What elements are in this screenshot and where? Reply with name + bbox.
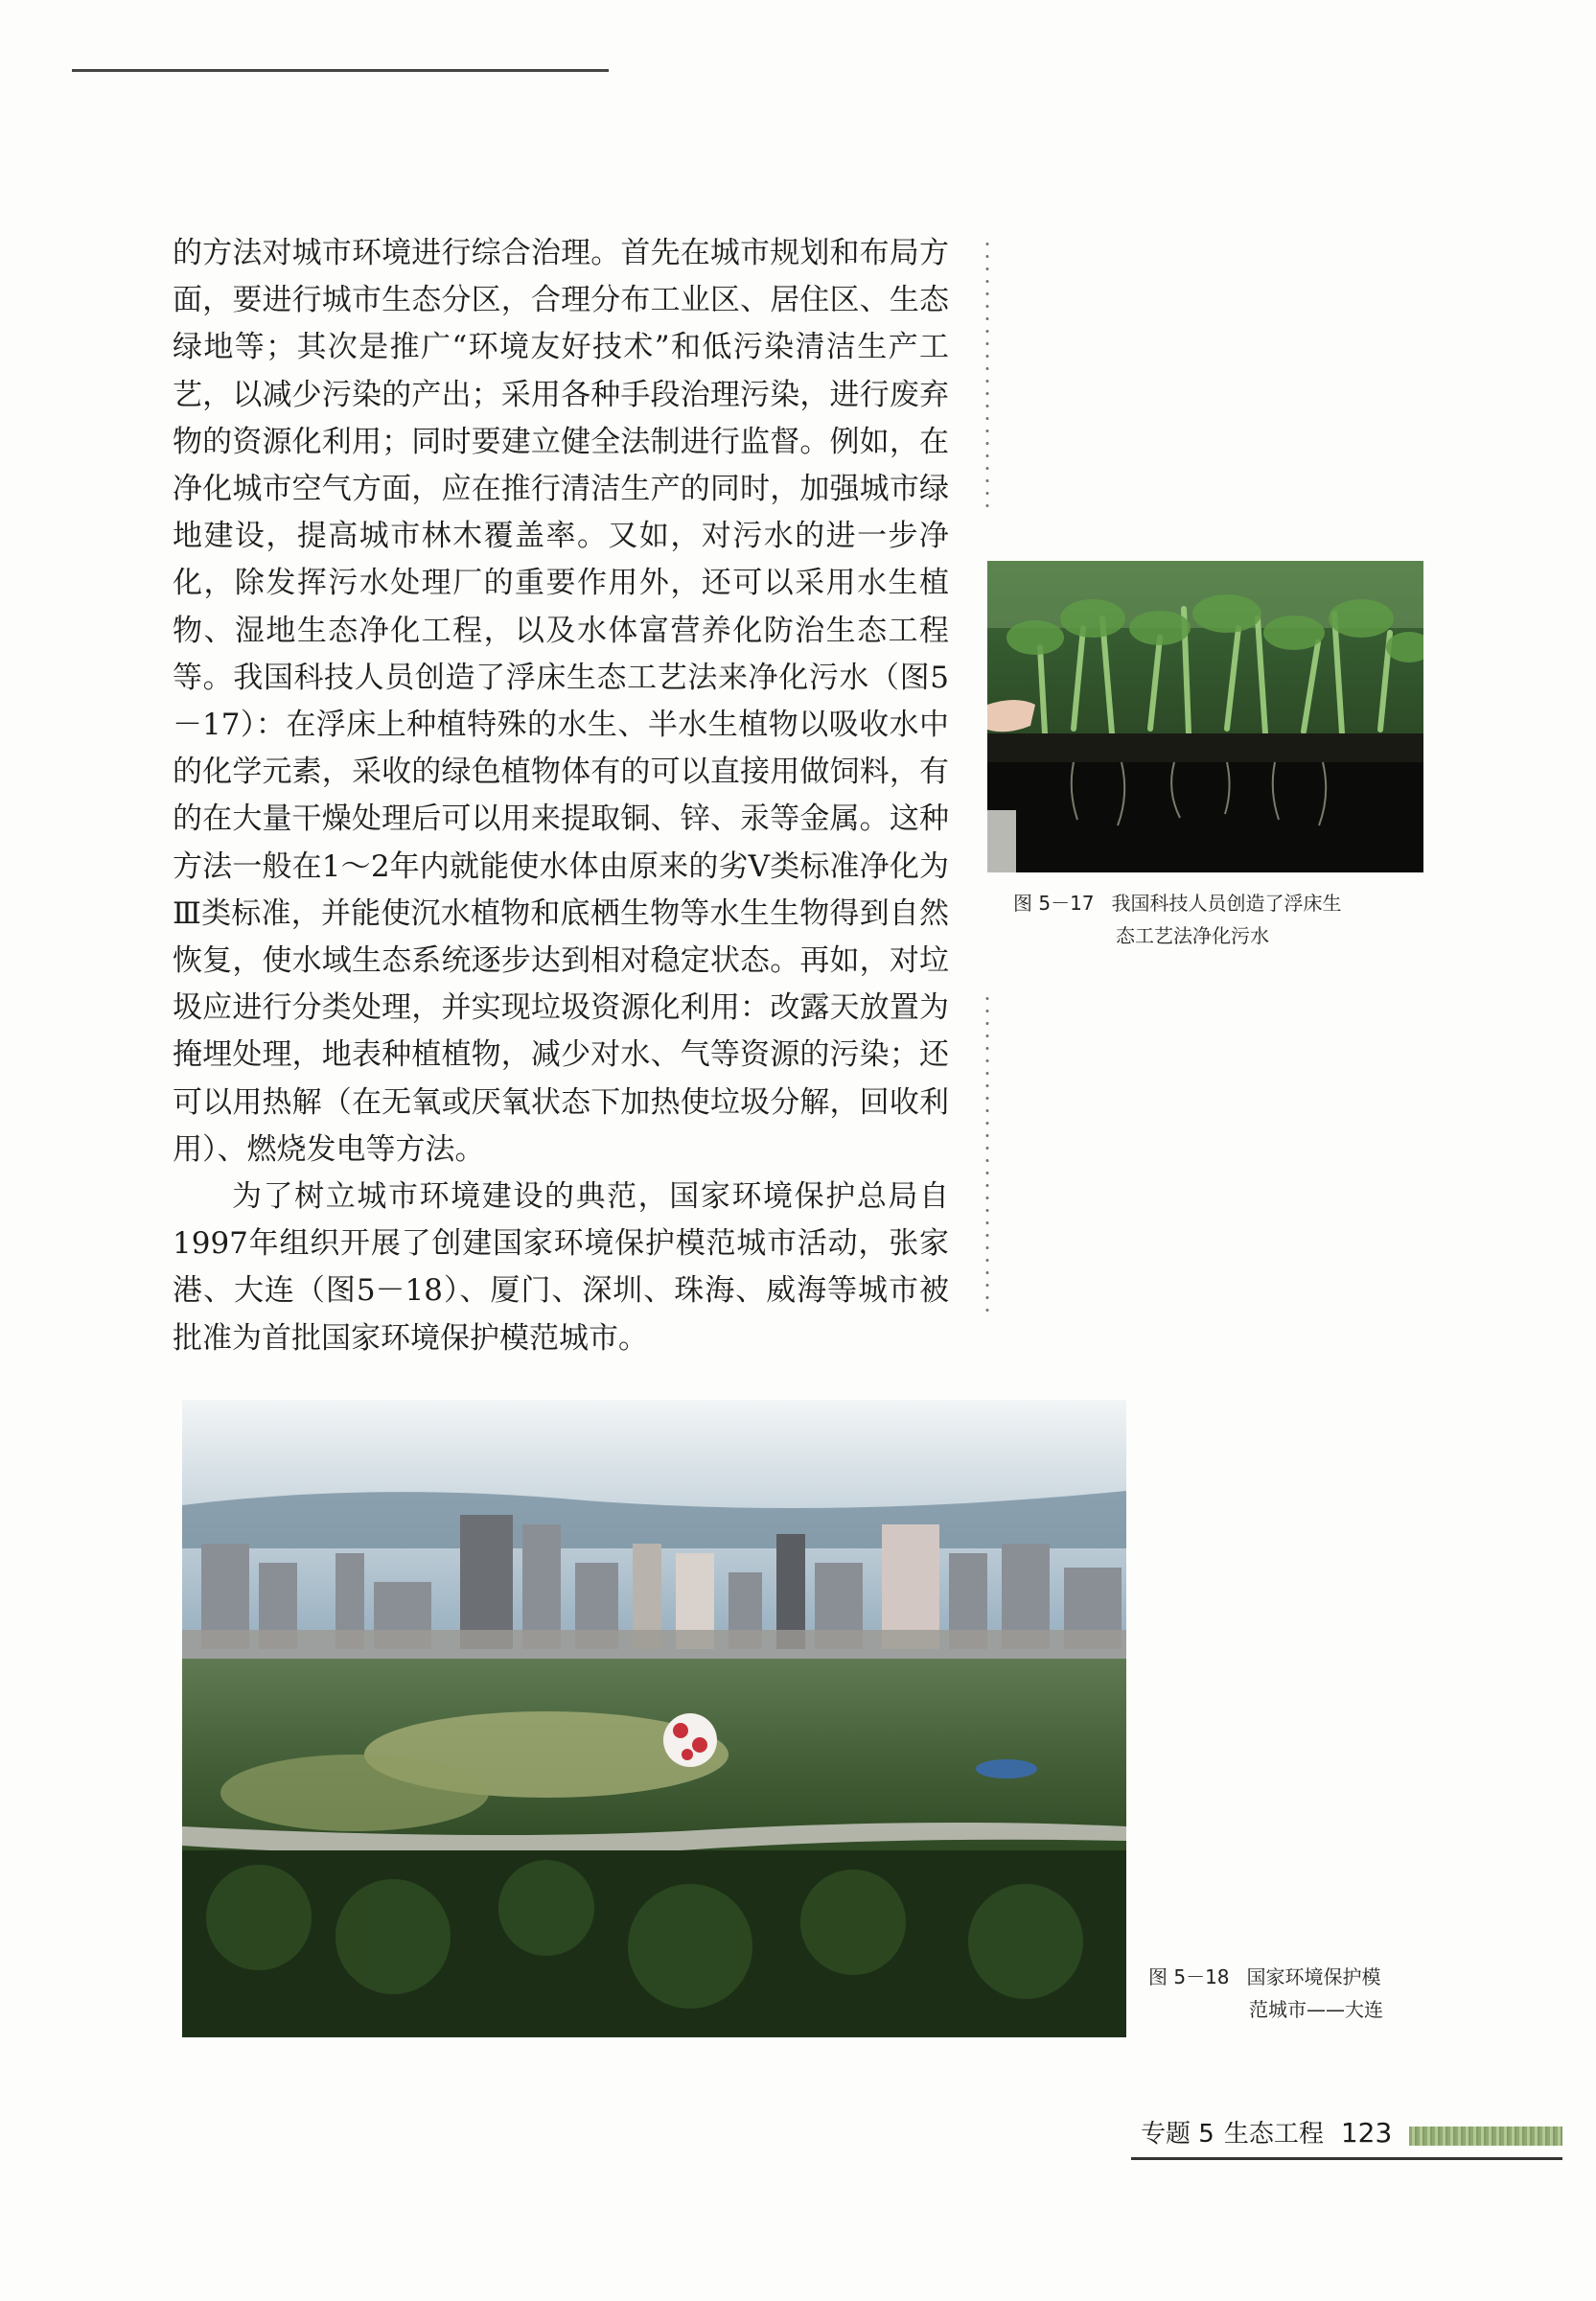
footer-decoration-bar (1409, 2127, 1562, 2146)
footer-rule (1131, 2157, 1562, 2160)
running-footer (1141, 2114, 1401, 2150)
figure-5-17-photo (987, 561, 1423, 872)
margin-dots-lower (985, 992, 989, 1313)
margin-dots-upper (985, 238, 989, 516)
figure-5-18-label: 图 5－18 (1148, 1965, 1230, 1988)
figure-5-18-caption (1148, 1961, 1436, 2026)
figure-5-17-label: 图 5－17 (1013, 892, 1095, 915)
page-number: 123 (1340, 2117, 1393, 2149)
footer-section: 专题 5 (1141, 2120, 1214, 2149)
paragraph-1: 的方法对城市环境进行综合治理。首先在城市规划和布局方面，要进行城市生态分区，合理分布工业区、居住区、生态绿地等；其次是推广“环境友好技术”和低污染清洁生产工艺，以减少污染的产出；采用各种手段治理污染，进行废弃物的资源化利用；同时要建立健全法制进行监督。例如，在净化城市空气方面，应在推行清洁生产的同时，加强城市绿地建设，提高城市林木覆盖率。又如，对污水的进一步净化，除发挥污水处理厂的重要作用外，还可以采用水生植物、湿地生态净化工程，以及水体富营养化防治生态工程等。我国科技人员创造了浮床生态工艺法来净化污水（图5－17）：在浮床上种植特殊的水生、半水生植物以吸收水中的化学元素，采收的绿色植物体有的可以直接用做饲料，有的在大量干燥处理后可以用来提取铜、锌、汞等金属。这种方法一般在1～2年内就能使水体由原来的劣Ⅴ类标准净化为Ⅲ类标准，并能使沉水植物和底栖生物等水生生物得到自然恢复，使水域生态系统逐步达到相对稳定状态。再如，对垃圾应进行分类处理，并实现垃圾资源化利用：改露天放置为掩埋处理，地表种植植物，减少对水、气等资源的污染；还可以用热解（在无氧或厌氧状态下加热使垃圾分解，回收利用）、燃烧发电等方法。 (173, 236, 949, 1167)
floating-bed-plants-illustration (987, 561, 1423, 872)
body-text (173, 230, 949, 1362)
dalian-city-panorama-illustration (182, 1400, 1126, 2037)
figure-5-17-caption (1013, 887, 1416, 952)
figure-5-18-caption-line1: 国家环境保护模 (1246, 1965, 1381, 1988)
figure-5-18-photo (182, 1400, 1126, 2037)
paragraph-2: 为了树立城市环境建设的典范，国家环境保护总局自1997年组织开展了创建国家环境保护模范城市活动，张家港、大连（图5－18）、厦门、深圳、珠海、威海等城市被批准为首批国家环境保护模范城市。 (173, 1179, 949, 1356)
top-rule (72, 69, 609, 72)
figure-5-17-caption-line2: 态工艺法净化污水 (1116, 924, 1269, 947)
figure-5-18-caption-line2: 范城市——大连 (1249, 1998, 1383, 2021)
figure-5-17-caption-line1: 我国科技人员创造了浮床生 (1111, 892, 1342, 915)
football-sculpture (663, 1713, 717, 1767)
footer-title: 生态工程 (1223, 2120, 1324, 2149)
